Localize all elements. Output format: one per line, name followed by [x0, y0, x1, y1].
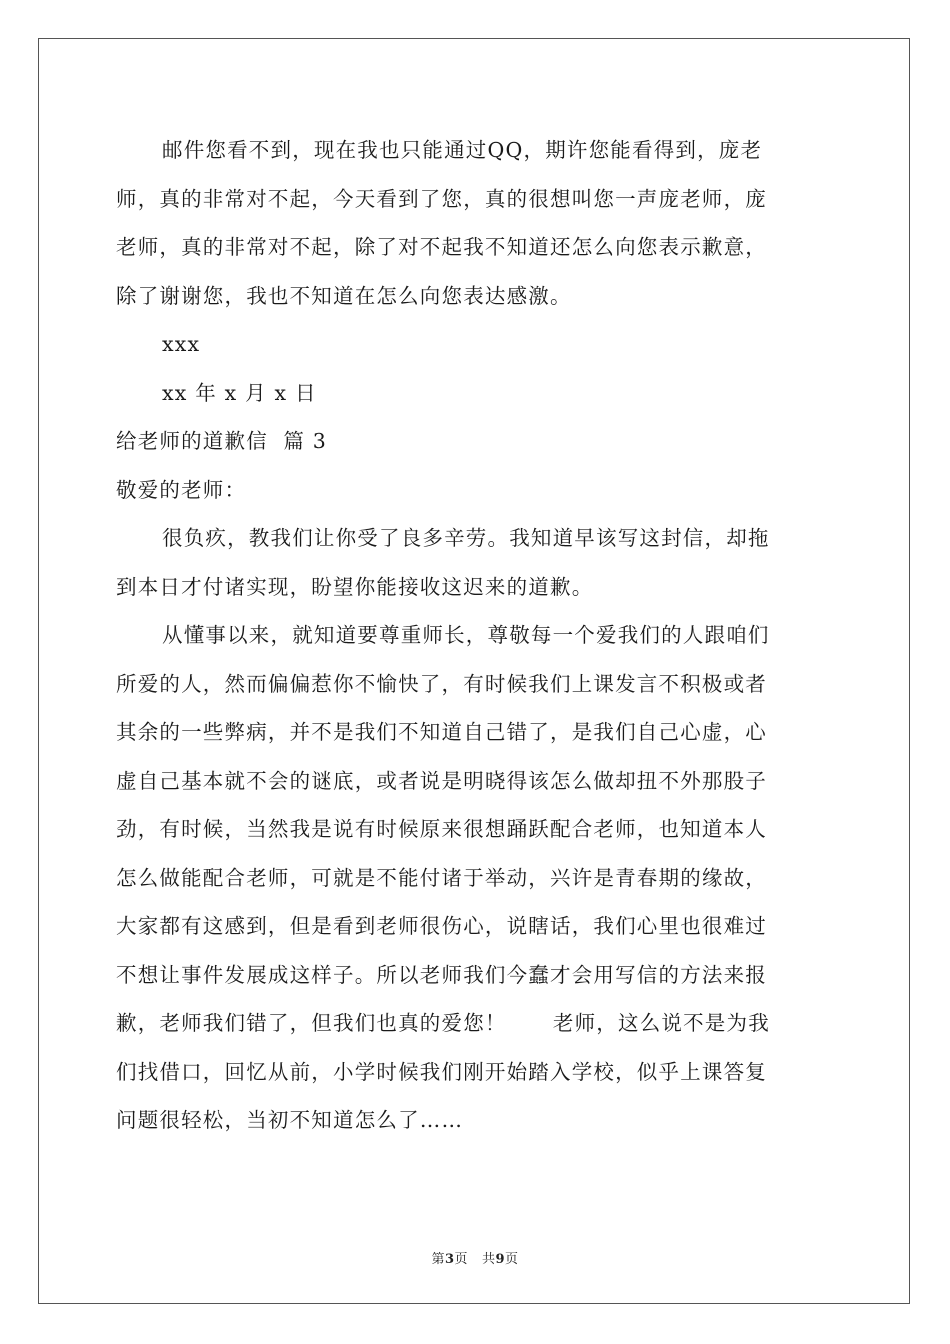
- text-line: 给老师的道歉信 篇 3: [116, 429, 327, 453]
- text-line: 们找借口，回忆从前，小学时候我们刚开始踏入学校，似乎上课答复: [116, 1059, 767, 1084]
- text-line: 大家都有这感到，但是看到老师很伤心，说瞎话，我们心里也很难过: [116, 914, 767, 938]
- text-line: 敬爱的老师：: [116, 477, 247, 502]
- footer-total-pages: 9: [495, 1252, 505, 1267]
- footer-middle: 页 共: [454, 1252, 496, 1267]
- text-line: 除了谢谢您，我也不知道在怎么向您表达感激。: [116, 283, 572, 308]
- text-line: 老师，真的非常对不起，除了对不起我不知道还怎么向您表示歉意，: [116, 235, 767, 259]
- text-line: 歉，老师我们错了，但我们也真的爱您！ 老师，这么说不是为我: [116, 1011, 770, 1035]
- text-line: 很负疚，教我们让你受了良多辛劳。我知道早该写这封信，却拖: [162, 526, 770, 550]
- text-line: 邮件您看不到，现在我也只能通过QQ，期许您能看得到，庞老: [162, 138, 763, 162]
- text-line: 问题很轻松，当初不知道怎么了……: [116, 1108, 464, 1132]
- footer-prefix: 第: [431, 1252, 445, 1267]
- footer-suffix: 页: [505, 1252, 519, 1267]
- text-line: 其余的一些弊病，并不是我们不知道自己错了，是我们自己心虚，心: [116, 720, 767, 744]
- page-footer: [0, 1248, 950, 1267]
- text-line: 虚自己基本就不会的谜底，或者说是明晓得该怎么做却扭不外那股子: [116, 768, 767, 793]
- text-line: xxx: [162, 332, 201, 356]
- text-line: 从懂事以来，就知道要尊重师长，尊敬每一个爱我们的人跟咱们: [162, 623, 770, 647]
- document-body: [116, 126, 836, 1145]
- footer-current-page: 3: [445, 1252, 455, 1267]
- text-line: 到本日才付诸实现，盼望你能接收这迟来的道歉。: [116, 574, 594, 599]
- text-line: 师，真的非常对不起，今天看到了您，真的很想叫您一声庞老师，庞: [116, 186, 767, 211]
- text-line: 不想让事件发展成这样子。所以老师我们今蠢才会用写信的方法来报: [116, 962, 767, 987]
- text-line: 劲，有时候，当然我是说有时候原来很想踊跃配合老师，也知道本人: [116, 817, 767, 841]
- text-line: 所爱的人，然而偏偏惹你不愉快了，有时候我们上课发言不积极或者: [116, 671, 767, 696]
- text-line: 怎么做能配合老师，可就是不能付诸于举动，兴许是青春期的缘故，: [116, 865, 767, 890]
- text-line: xx 年 x 月 x 日: [162, 380, 317, 405]
